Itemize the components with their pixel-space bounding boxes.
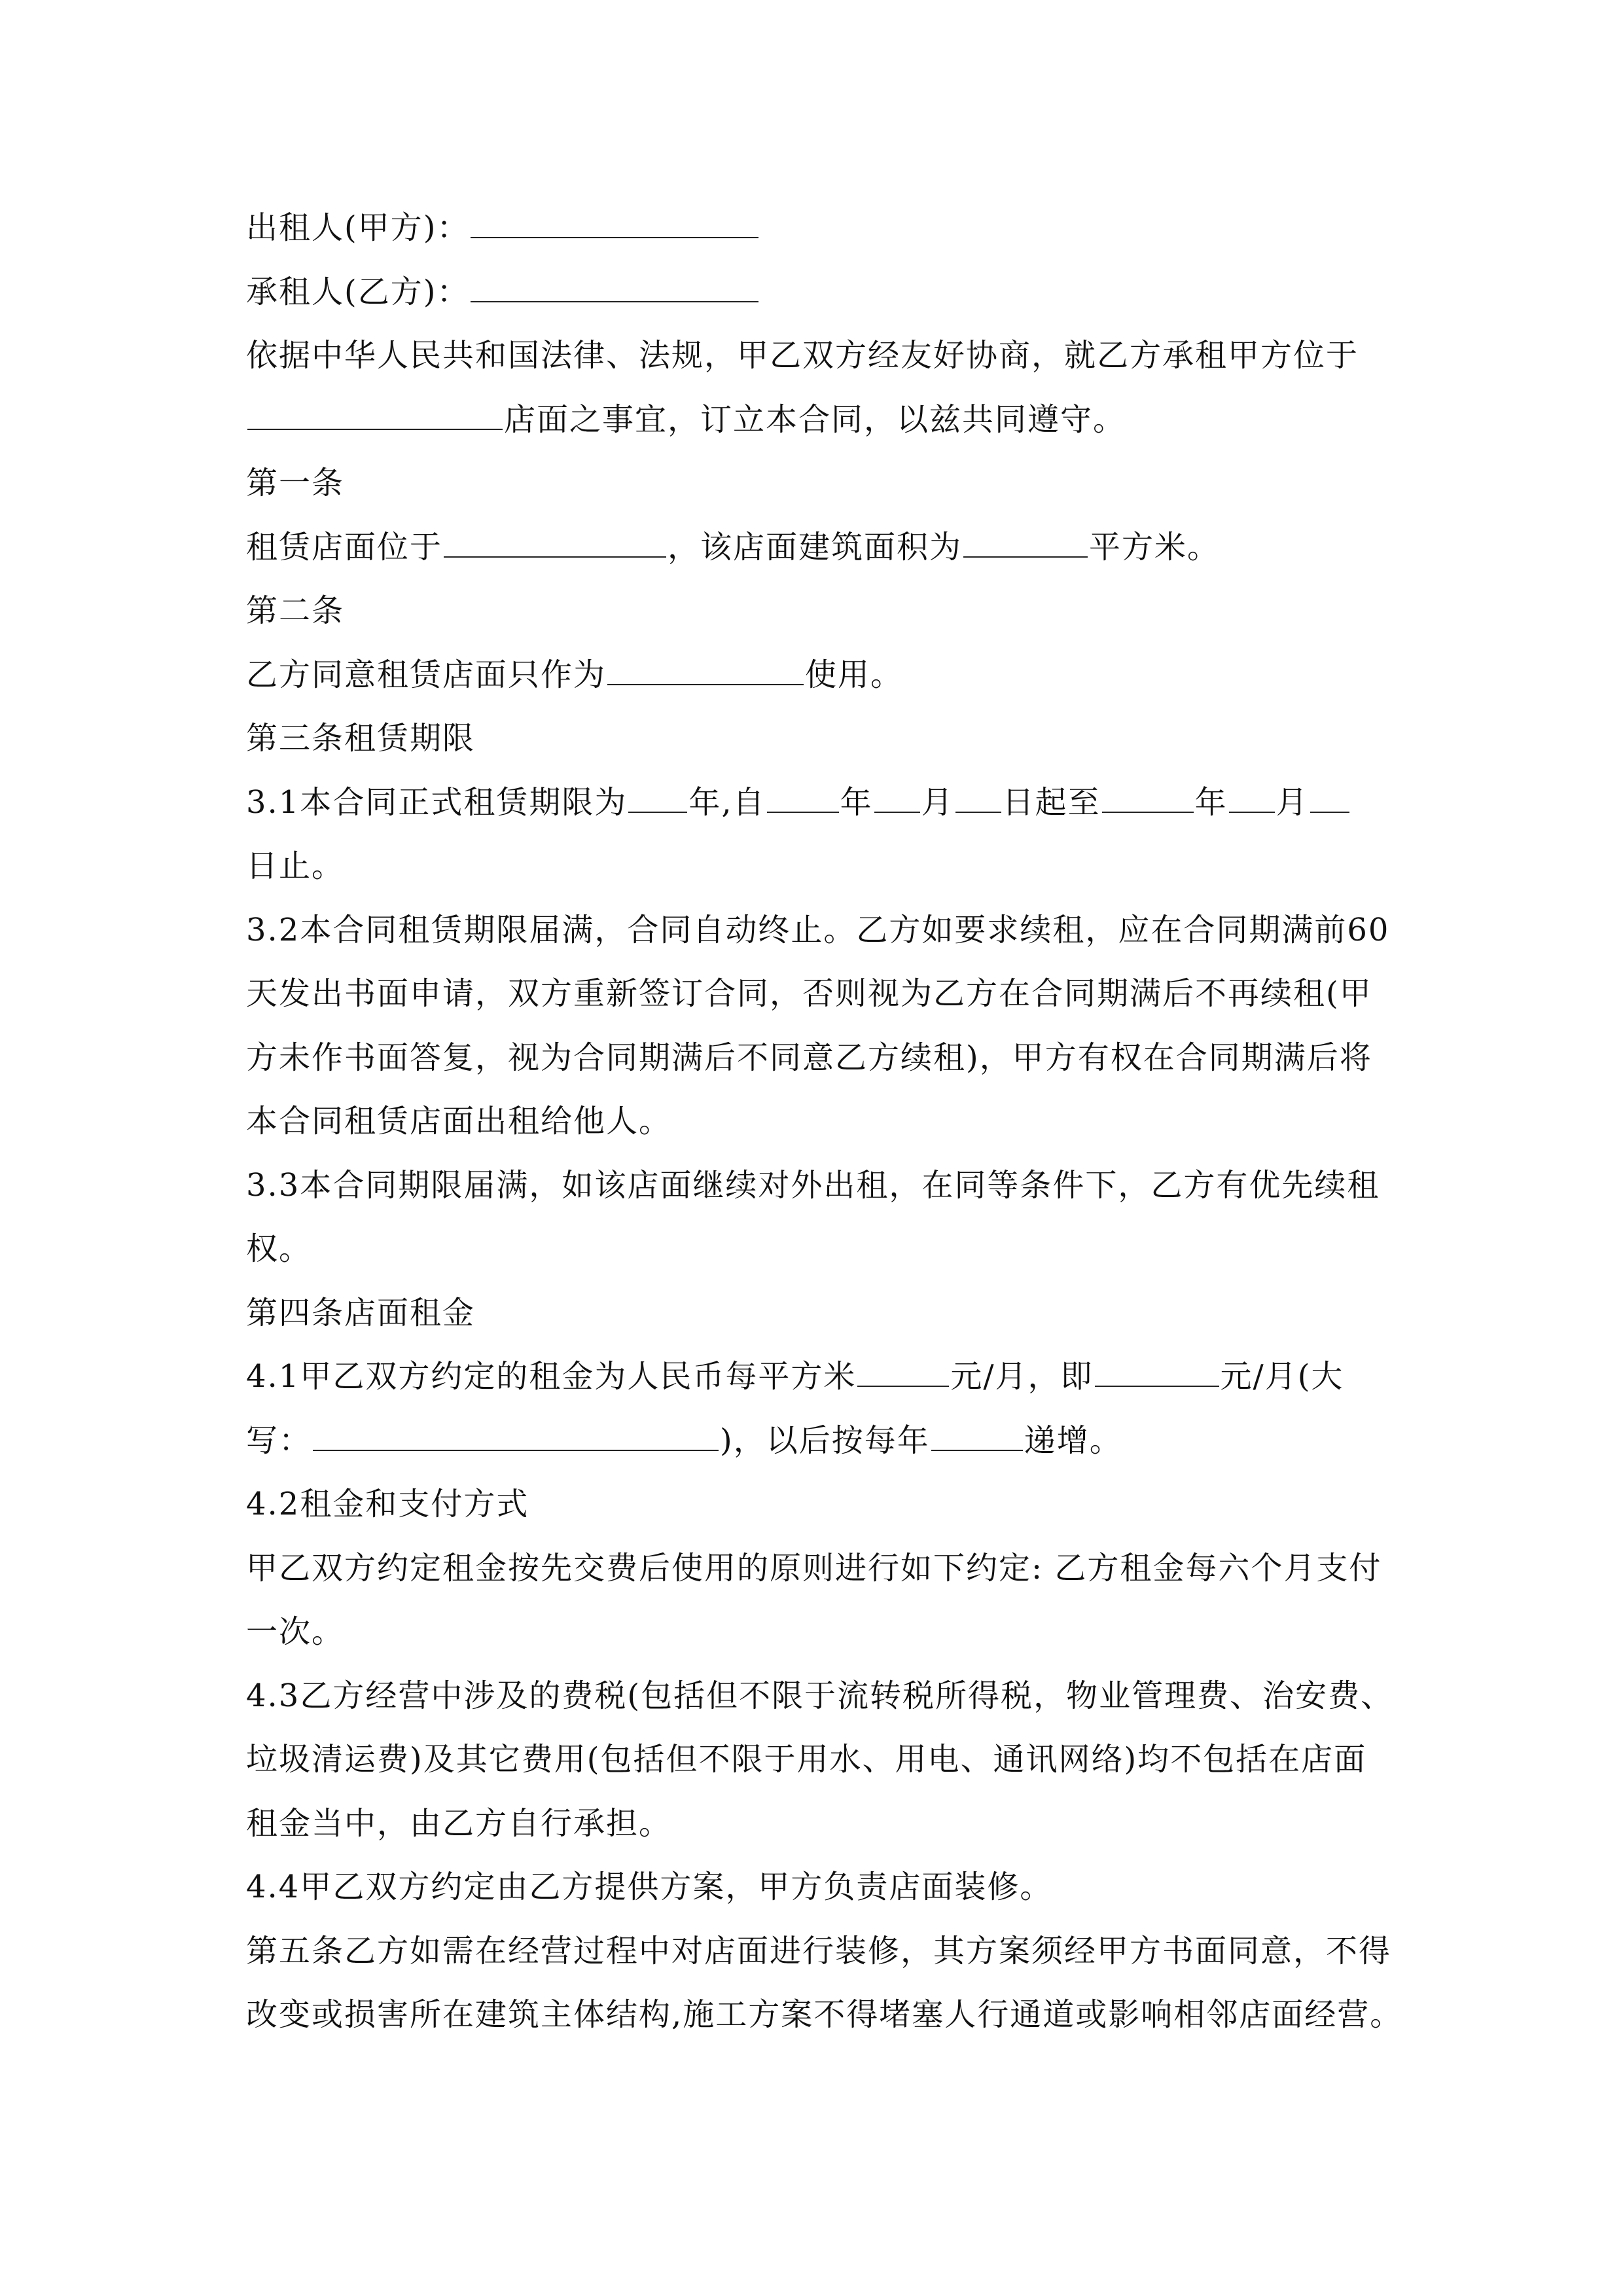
section-3-2-line-3: 方未作书面答复，视为合同期满后不同意乙方续租)，甲方有权在合同期满后将 bbox=[246, 1039, 1372, 1076]
article-5-line-2: 改变或损害所在建筑主体结构,施工方案不得堵塞人行通道或影响相邻店面经营。 bbox=[246, 1996, 1403, 2033]
section-3-3-line-1: 3.3本合同期限届满，如该店面继续对外出租，在同等条件下，乙方有优先续租 bbox=[246, 1166, 1380, 1204]
article-2-text-a: 乙方同意租赁店面只作为 bbox=[246, 656, 607, 693]
end-month-blank bbox=[1229, 780, 1275, 813]
article-1-title: 第一条 bbox=[246, 465, 345, 501]
lessee-label: 承租人(乙方)： bbox=[246, 273, 470, 310]
start-month-blank bbox=[874, 780, 920, 813]
usage-blank bbox=[607, 653, 804, 685]
section-3-1-line-2: 日止。 bbox=[246, 848, 345, 884]
section-4-2-line-1: 甲乙双方约定租金按先交费后使用的原则进行如下约定: 乙方租金每六个月支付 bbox=[246, 1549, 1382, 1587]
section-4-1-line-1 bbox=[246, 1345, 1385, 1409]
rent-per-sqm-blank bbox=[857, 1354, 949, 1387]
section-3-2-line-2: 天发出书面申请，双方重新签订合同，否则视为乙方在合同期满后不再续租(甲 bbox=[246, 975, 1372, 1012]
section-3-3-line-2: 权。 bbox=[246, 1230, 312, 1267]
section-4-2-line-2: 一次。 bbox=[246, 1613, 345, 1650]
lessor-line bbox=[246, 196, 1385, 260]
section-4-4-line: 4.4甲乙双方约定由乙方提供方案，甲方负责店面装修。 bbox=[246, 1869, 1053, 1905]
intro-text-1: 依据中华人民共和国法律、法规，甲乙双方经友好协商，就乙方承租甲方位于 bbox=[246, 337, 1359, 374]
section-4-3-line-2: 垃圾清运费)及其它费用(包括但不限于用水、用电、通讯网络)均不包括在店面 bbox=[246, 1741, 1367, 1778]
intro-line-2 bbox=[246, 388, 1385, 452]
article-3-title: 第三条租赁期限 bbox=[246, 720, 476, 757]
lessee-blank bbox=[471, 270, 758, 302]
section-4-1-text-e: )，以后按每年 bbox=[720, 1422, 930, 1459]
start-year-label: 年 bbox=[840, 783, 873, 821]
section-3-2-line-4: 本合同租赁店面出租给他人。 bbox=[246, 1103, 672, 1139]
article-1-text-b: ，该店面建筑面积为 bbox=[668, 528, 963, 565]
annual-increase-blank bbox=[931, 1418, 1023, 1451]
area-blank bbox=[963, 525, 1088, 558]
section-4-1-line-2 bbox=[246, 1409, 1385, 1473]
intro-line-1 bbox=[246, 324, 1385, 388]
article-2-text-b: 使用。 bbox=[805, 656, 904, 693]
section-4-1-text-a: 4.1甲乙双方约定的租金为人民币每平方米 bbox=[246, 1358, 857, 1395]
lessor-label: 出租人(甲方)： bbox=[246, 209, 470, 246]
start-day-blank bbox=[955, 780, 1001, 813]
year-label: 年,自 bbox=[688, 783, 766, 821]
end-month-label: 月 bbox=[1275, 783, 1309, 821]
section-3-2-line-1: 3.2本合同租赁期限届满，合同自动终止。乙方如要求续租，应在合同期满前60 bbox=[246, 911, 1390, 948]
lessor-blank bbox=[471, 206, 758, 238]
start-day-label: 日起至 bbox=[1002, 783, 1101, 821]
section-4-2-title: 4.2租金和支付方式 bbox=[246, 1486, 529, 1522]
start-month-label: 月 bbox=[921, 783, 954, 821]
lessee-line bbox=[246, 260, 1385, 325]
article-1-line bbox=[246, 516, 1385, 580]
term-years-blank bbox=[628, 780, 687, 813]
monthly-rent-blank bbox=[1095, 1354, 1219, 1387]
contract-body bbox=[246, 196, 1403, 2047]
section-3-1-text: 3.1本合同正式租赁期限为 bbox=[246, 783, 628, 821]
end-year-label: 年 bbox=[1194, 783, 1228, 821]
start-year-blank bbox=[767, 780, 839, 813]
rent-in-words-blank bbox=[313, 1418, 719, 1451]
section-4-1-text-b: 元/月，即 bbox=[950, 1358, 1094, 1395]
intro-text-2: 店面之事宜，订立本合同，以兹共同遵守。 bbox=[504, 401, 1126, 438]
shop-location-blank bbox=[247, 397, 503, 430]
article-1-text-c: 平方米。 bbox=[1089, 528, 1221, 565]
end-day-blank bbox=[1310, 780, 1349, 813]
section-3-1-line-1 bbox=[246, 771, 1385, 835]
section-4-3-line-3: 租金当中，由乙方自行承担。 bbox=[246, 1804, 672, 1842]
section-4-1-text-f: 递增。 bbox=[1024, 1422, 1122, 1459]
end-year-blank bbox=[1102, 780, 1194, 813]
article-4-title: 第四条店面租金 bbox=[246, 1294, 476, 1331]
section-4-1-text-c: 元/月(大 bbox=[1220, 1358, 1344, 1395]
section-4-3-line-1: 4.3乙方经营中涉及的费税(包括但不限于流转税所得税，物业管理费、治安费、 bbox=[246, 1677, 1394, 1714]
article-1-text-a: 租赁店面位于 bbox=[246, 528, 443, 565]
article-2-title: 第二条 bbox=[246, 592, 345, 629]
section-4-1-text-d: 写： bbox=[246, 1422, 312, 1459]
article-5-line-1: 第五条乙方如需在经营过程中对店面进行装修，其方案须经甲方书面同意，不得 bbox=[246, 1932, 1392, 1969]
shop-address-blank bbox=[444, 525, 666, 558]
article-2-line bbox=[246, 643, 1385, 708]
